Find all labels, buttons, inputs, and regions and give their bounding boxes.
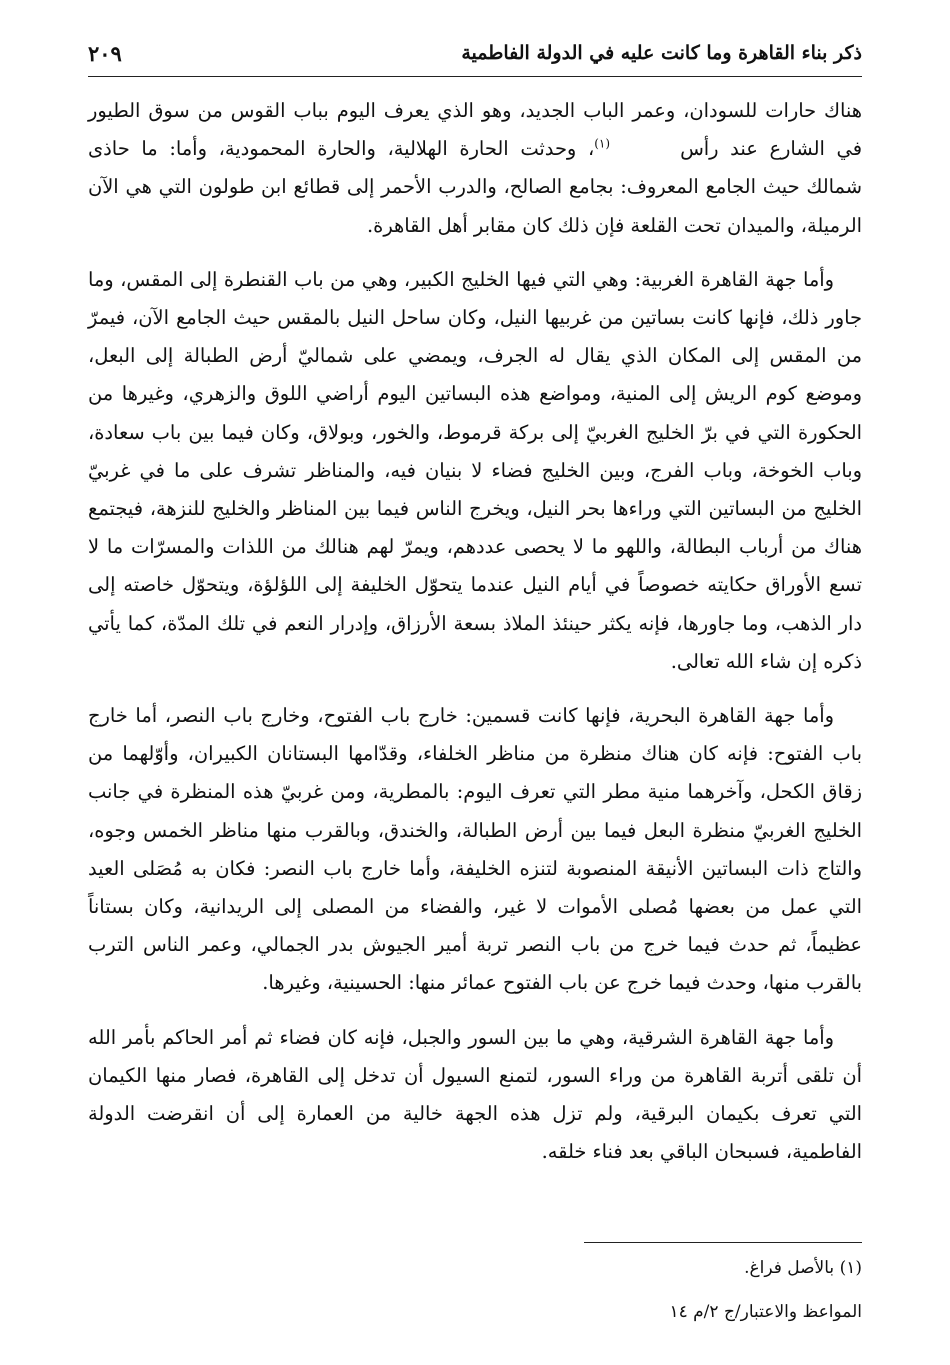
paragraph-1	[88, 92, 862, 245]
footnote-reference: (١)	[594, 136, 611, 151]
paragraph-1-text-before: هناك حارات للسودان، وعمر الباب الجديد، وهو الذي يعرف اليوم بباب القوس من سوق الطيور في الشارع عند رأس	[88, 99, 862, 161]
page-number: ٢٠٩	[88, 40, 122, 66]
footnote-marker: (١)	[839, 1258, 862, 1278]
footnote-text: بالأصل فراغ.	[744, 1258, 835, 1278]
page-header	[88, 30, 862, 77]
paragraph-4: وأما جهة القاهرة الشرقية، وهي ما بين السور والجبل، فإنه كان فضاء ثم أمر الحاكم بأمر الله أن تلقى أتربة القاهرة من وراء السور، لتمنع السيول أن تدخل إلى القاهرة، فصار منها الكيمان التي تعرف بكيمان البرقية، ولم تزل هذه الجهة خالية من العمارة إلى أن انقرضت الدولة الفاطمية، فسبحان الباقي بعد فناء خلقه.	[88, 1025, 862, 1164]
paragraph-2: وأما جهة القاهرة الغربية: وهي التي فيها الخليج الكبير، وهي من باب القنطرة إلى المقس، وما جاور ذلك، فإنها كانت بساتين من غربيها النيل، وكان ساحل النيل بالمقس حيث الجامع الآن، فيمرّ من المقس إلى المكان الذي يقال له الجرف، ويمضي على شماليّ أرض الطبالة إلى البعل، وموضع كوم الريش إلى المنية، ومواضع هذه البساتين اليوم أراضي اللوق والزهري، وغيرها من الحكورة التي في برّ الخليج الغربيّ إلى بركة قرموط، والخور، وبولاق، وكان فيما بين باب سعادة، وباب الخوخة، وباب الفرج، وبين الخليج فضاء لا بنيان فيه، والمناظر تشرف على ما في غربيّ الخليج من البساتين التي وراءها بحر النيل، ويخرج الناس فيما بين المناظر والخليج للنزهة، فيجتمع هناك من أرباب البطالة، واللهو ما لا يحصى عددهم، ويمرّ لهم هنالك من اللذات والمسرّات ما لا تسع الأوراق حكايته خصوصاً في أيام النيل عندما يتحوّل الخليفة إلى اللؤلؤة، ويتحوّل خاصته إلى دار الذهب، وما جاورها، فإنه يكثر حينئذ الملاذ بسعة الأرزاق، وإدرار النعم في تلك المدّة، كما يأتي ذكره إن شاء الله تعالى.	[88, 267, 862, 673]
page-body	[88, 92, 862, 1187]
footnote-divider	[584, 1242, 862, 1243]
paragraph-3: وأما جهة القاهرة البحرية، فإنها كانت قسمين: خارج باب الفتوح، وخارج باب النصر، أما خارج باب الفتوح: فإنه كان هناك منظرة من مناظر الخلفاء، وقدّامها البستانان الكبيران، وأوّلهما من زقاق الكحل، وآخرهما منية مطر التي تعرف اليوم: بالمطرية، ومن غربيّ هذه المنظرة في جانب الخليج الغربيّ منظرة البعل فيما بين أرض الطبالة، والخندق، وبالقرب منها مناظر الخمس وجوه، والتاج ذات البساتين الأنيقة المنصوبة لتنزه الخليفة، وأما خارج باب النصر: فكان به مُصَلى العيد التي عمل من بعضها مُصلى الأموات لا غير، والفضاء من المصلى إلى الريدانية، وكان بستاناً عظيماً، ثم حدث فيما خرج من باب النصر تربة أمير الجيوش بدر الجمالي، وعمر الناس الترب بالقرب منها، وحدث فيما خرج عن باب الفتوح عمائر منها: الحسينية، وغيرها.	[88, 704, 862, 995]
running-title: ذكر بناء القاهرة وما كانت عليه في الدولة الفاطمية	[461, 42, 862, 64]
footnote	[744, 1258, 862, 1278]
signature-mark: المواعظ والاعتبار/ج ٢/م ١٤	[669, 1302, 862, 1322]
paragraph-1-text-after: ، وحدثت الحارة الهلالية، والحارة المحمودية، وأما: ما حاذى شمالك حيث الجامع المعروف: بجامع الصالح، والدرب الأحمر إلى قطائع ابن طولون التي هي الآن الرميلة، والميدان تحت القلعة فإن ذلك كان مقابر أهل القاهرة.	[88, 137, 862, 237]
